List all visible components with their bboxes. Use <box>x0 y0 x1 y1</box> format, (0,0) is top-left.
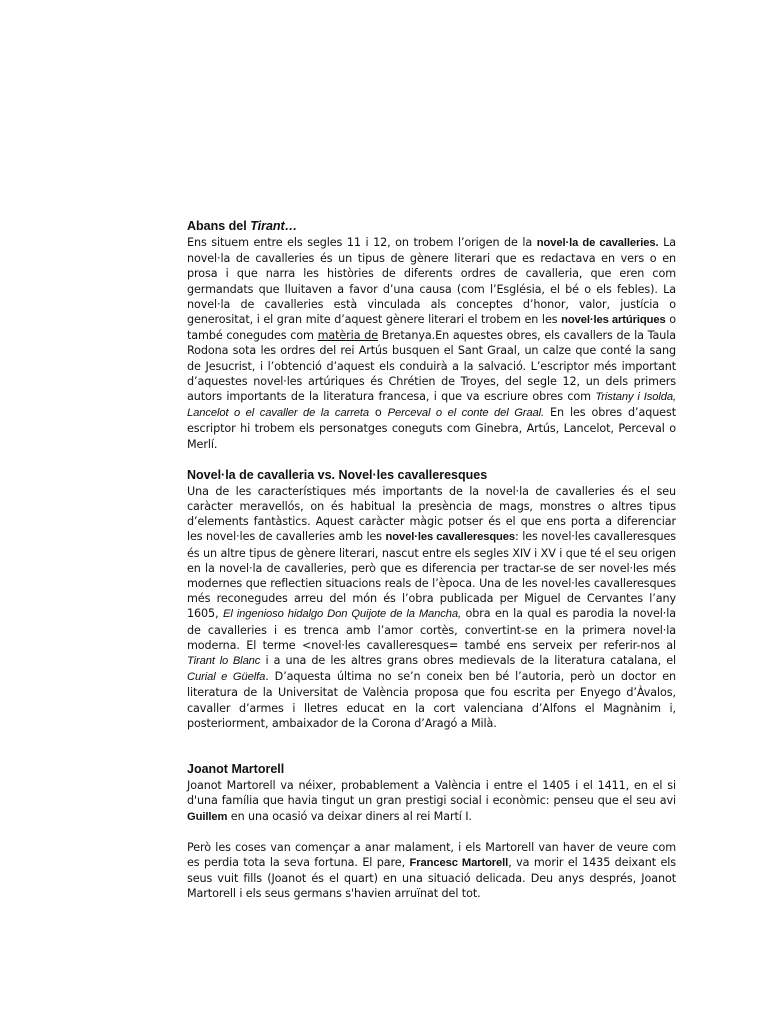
bold-term: novel·la de cavalleries. <box>536 237 659 249</box>
underlined-term: matèria de <box>317 329 378 343</box>
text-run: La novel·la de cavalleries és un tipus de gènere literari que es redactava en vers o en prosa i que narra les històries de diferents ordres de cavalleria, que eren com germandats que lluitaven a favor d’una causa (com l’Església, el bé o els febles). La novel·la de cavalleries està vinculada als conceptes d’honor, valor, justícia o generositat, i el gran mite d’aquest gènere literari el trobem en les <box>187 236 676 327</box>
italic-title: Tristany i Isolda, Lancelot o el cavaller de la carreta <box>187 391 676 420</box>
section-heading-joanot-martorell: Joanot Martorell <box>187 762 285 777</box>
bold-term: Francesc Martorell <box>409 856 509 869</box>
italic-title: El ingenioso hidalgo Don Quijote de la Mancha, <box>222 608 462 621</box>
text-run: Bretanya.En aquestes obres, els cavallers de la Taula Rodona sota les ordres del rei Artús busquen el Sant Graal, un calze que conté la sang de Jesucrist, i l’obtenció d’aquest els conduirà a la salvació. L’escriptor més important d’aquestes novel·les artúriques és Chrétien de Troyes, del segle 12, un dels primers autors importants de la literatura francesa, i que va escriure obres com <box>187 329 676 404</box>
text-run: o <box>368 406 388 420</box>
text-run: , va morir el 1435 deixant els seus vuit fills (Joanot és el quart) en una situació delicada. Deu anys després, Joanot Martorell i els seus germans s'havien arruïnat del tot. <box>187 855 677 901</box>
text-run: Joanot Martorell va néixer, probablement a València i entre el 1405 i el 1411, en el si d'una família que havia tingut un gran prestigi social i econòmic: penseu que el seu avi <box>187 779 676 808</box>
section-heading-novella-vs-cavalleresques: Novel·la de cavalleria vs. Novel·les cavalleresques <box>187 467 488 482</box>
bold-term: Guillem <box>187 810 228 823</box>
paragraph-caracteristiques <box>187 484 676 731</box>
text-run: en una ocasió va deixar diners al rei Martí I. <box>227 809 472 823</box>
paragraph-ruina <box>187 840 676 902</box>
paragraph-origen <box>187 235 676 452</box>
text-run: En les obres d’aquest escriptor hi trobem els personatges coneguts com Ginebra, Artús, Lancelot, Perceval o Merlí. <box>187 406 676 451</box>
italic-title: Tirant lo Blanc <box>187 655 261 668</box>
text-run: Una de les característiques més importants de la novel·la de cavalleries és el seu caràcter meravellós, on és habitual la presència de mags, monstres o altres tipus d’elements fantàstics. Aquest caràcter màgic potser és el que ens porta a diferenciar les novel·les de cavalleries amb les <box>187 484 676 544</box>
heading-italic-text: Tirant… <box>250 219 298 233</box>
italic-title: Curial e Güelfa <box>187 671 266 684</box>
text-run: . D’aquesta última no se’n coneix ben bé l’autoria, però un doctor en literatura de la Universitat de València proposa que fou escrita per Enyego d’Àvalos, cavaller d’armes i lletres educat en la cort valenciana d’Alfons el Magnànim i, posteriorment, ambaixador de la Corona d’Aragó a Milà. <box>187 670 676 730</box>
text-run: Ens situem entre els segles 11 i 12, on trobem l’origen de la <box>187 236 537 249</box>
document-page <box>187 218 676 902</box>
text-run: Però les coses van començar a anar malament, i els Martorell van haver de veure com es perdia tota la seva fortuna. El pare, <box>187 840 676 869</box>
italic-title: Perceval o el conte del Graal. <box>387 407 545 420</box>
section-heading-abans-del-tirant <box>187 218 676 235</box>
text-run: o també conegudes com <box>187 313 676 343</box>
paragraph-naixement <box>187 778 676 825</box>
text-run: obra en la qual es parodia la novel·la de cavalleries i es trenca amb l’amor cortès, convertint-se en la primera novel·la moderna. El terme <novel·les cavalleresques= també ens serveix per referir-nos al <box>187 607 676 652</box>
bold-term: novel·les artúriques <box>561 314 666 327</box>
bold-term: novel·les cavalleresques <box>385 531 516 544</box>
text-run: i a una de les altres grans obres medievals de la literatura catalana, el <box>260 654 676 668</box>
text-run: : les novel·les cavalleresques és un altre tipus de gènere literari, nascut entre els segles XIV i XV i que té el seu origen en la novel·la de cavalleries, però que es diferencia per tractar-se de ser novel·les més modernes que reflectien situacions reals de l’època. Una de les novel·les cavalleresques més reconegudes arreu del món és l’obra publicada per Miguel de Cervantes l’any 1605, <box>187 530 677 621</box>
heading-text: Abans del <box>187 219 251 233</box>
